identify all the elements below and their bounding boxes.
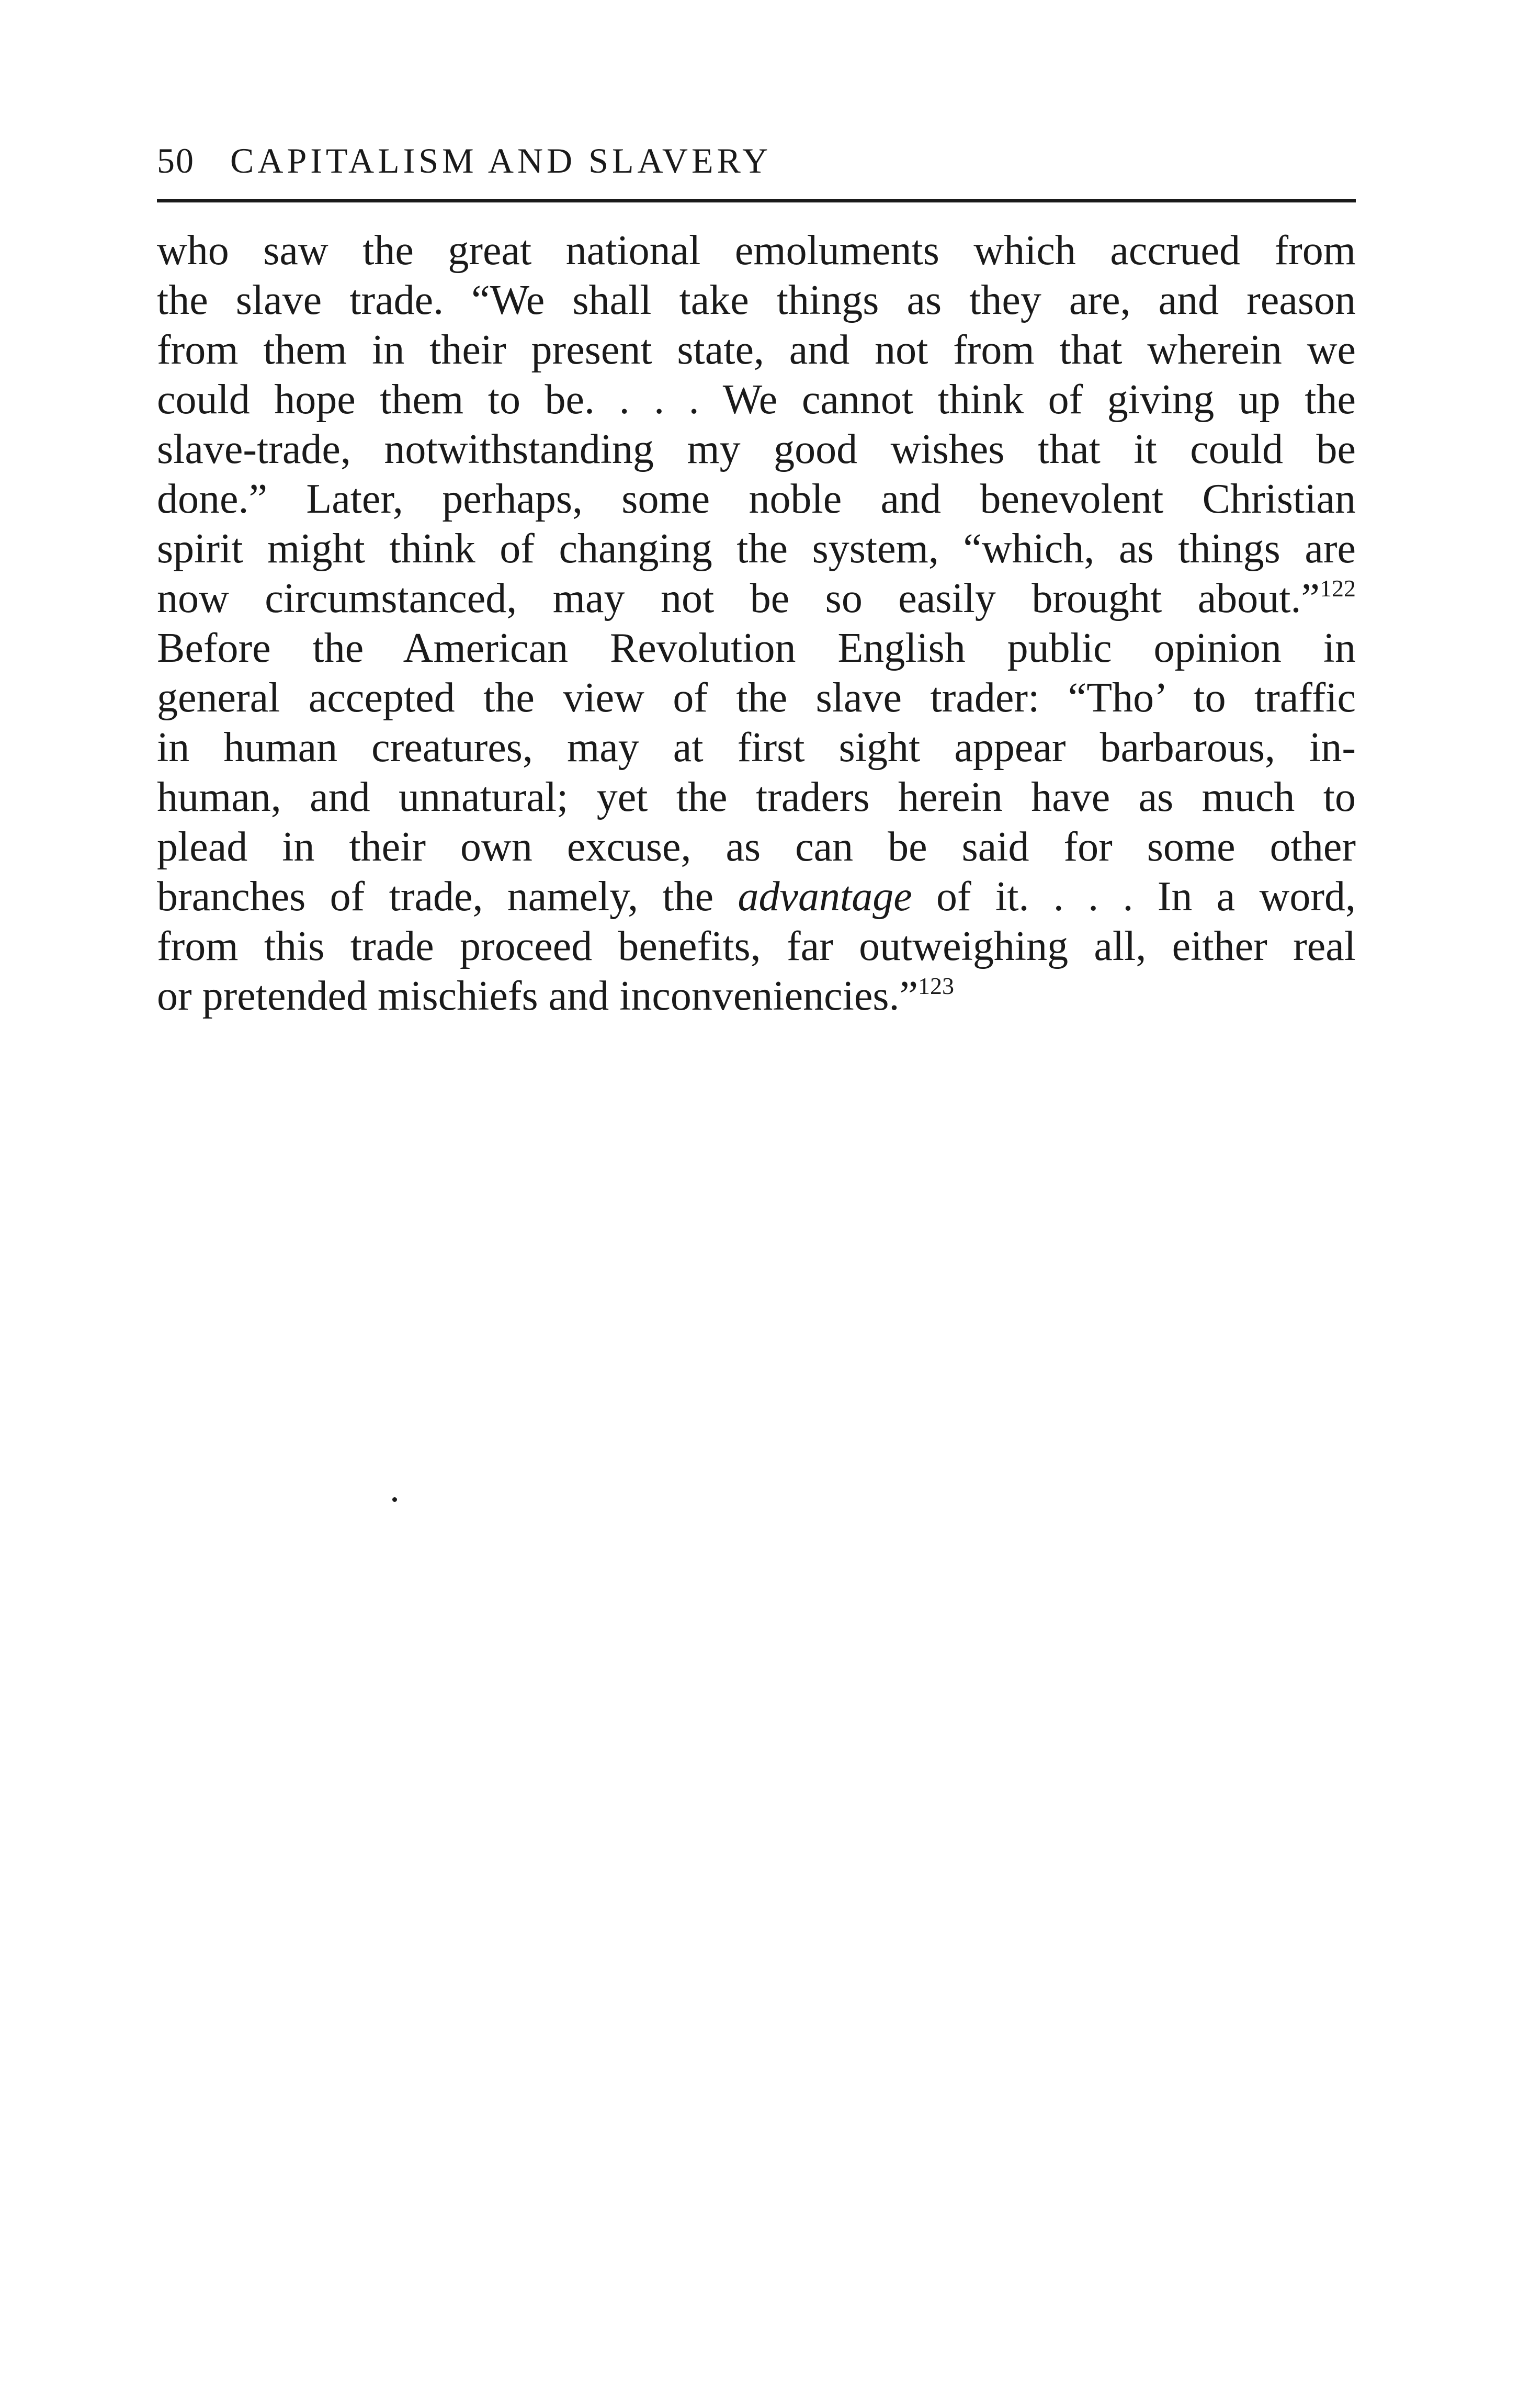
page-number: 50 <box>157 141 195 180</box>
text-line: done.” Later, perhaps, some noble and benevolent Christian <box>157 476 1356 522</box>
text-line: who saw the great national emoluments which accrued from <box>157 228 1356 274</box>
ink-speck <box>392 1497 397 1502</box>
text-line: slave-trade, notwithstanding my good wishes that it could be <box>157 426 1356 472</box>
text-line: spirit might think of changing the system, “which, as things are <box>157 526 1356 572</box>
book-title: CAPITALISM AND SLAVERY <box>230 141 772 180</box>
text-line: human, and unnatural; yet the traders herein have as much to <box>157 774 1356 820</box>
text-line: from this trade proceed benefits, far outweighing all, either real <box>157 923 1356 969</box>
text-line: Before the American Revolution English public opinion in <box>157 625 1356 671</box>
text-line: branches of trade, namely, the advantage of it. . . . In a word, <box>157 874 1356 920</box>
header-rule <box>157 199 1356 202</box>
text-line: plead in their own excuse, as can be said for some other <box>157 824 1356 870</box>
footnote-ref-123: 123 <box>918 973 954 999</box>
text-line: the slave trade. “We shall take things as they are, and reason <box>157 277 1356 323</box>
text-line: could hope them to be. . . . We cannot think of giving up the <box>157 377 1356 423</box>
text-line: from them in their present state, and not from that wherein we <box>157 327 1356 373</box>
text-line: general accepted the view of the slave trader: “Tho’ to traffic <box>157 675 1356 721</box>
footnote-ref-122: 122 <box>1320 575 1356 602</box>
body-text <box>157 226 1356 1021</box>
running-head <box>157 137 1360 184</box>
italic-word: advantage <box>738 874 912 920</box>
text-line: now circumstanced, may not be so easily brought about.”$^{122}$ <box>157 575 1356 621</box>
text-line: in human creatures, may at first sight appear barbarous, in- <box>157 725 1356 771</box>
text-line: or pretended mischiefs and inconveniencies.”$^{123}$ <box>157 973 954 1019</box>
